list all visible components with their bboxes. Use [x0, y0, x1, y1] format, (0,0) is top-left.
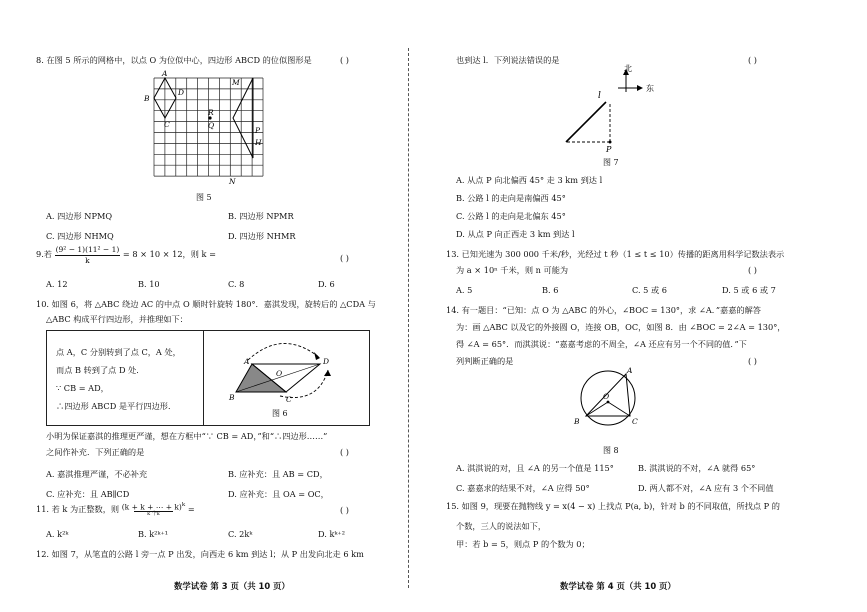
label-c: C	[286, 395, 292, 404]
rotation-arc-bottom	[280, 370, 328, 398]
q10-box-divider	[203, 330, 204, 426]
q11-option-a: A. k²ᵏ	[46, 529, 69, 539]
footer-page-4: 数学试卷 第 4 页（共 10 页）	[560, 581, 676, 591]
q10-after-line2: 之间作补充．下列正确的是	[46, 447, 145, 457]
q9-answer-paren: ( )	[340, 253, 349, 263]
q12-answer-paren: ( )	[748, 55, 757, 65]
label-o: O	[603, 392, 610, 401]
label-b: B	[144, 94, 150, 103]
q10-proof-line3: ∵ CB = AD，	[56, 383, 109, 393]
q11-option-d: D. kᵏ⁺²	[318, 529, 346, 539]
q10-line2: △ABC 构成平行四边形，并推理如下：	[46, 314, 188, 324]
label-p: P	[606, 145, 612, 154]
q9-option-d: D. 6	[318, 279, 335, 289]
q11-option-c: C. 2kᵏ	[228, 529, 253, 539]
q10-answer-paren: ( )	[340, 447, 349, 457]
q9-numerator: (9² − 1)(11² − 1)	[55, 245, 120, 254]
label-o: O	[276, 369, 283, 378]
q9-stem	[36, 246, 216, 264]
label-b: B	[229, 393, 235, 402]
q14-line2: 为：画 △ABC 以及它的外接圆 O，连接 OB，OC，如图 8．由 ∠BOC = 2∠A = 130°，	[456, 322, 786, 332]
q13-option-c: C. 5 或 6	[632, 285, 667, 295]
q11-answer-paren: ( )	[340, 505, 349, 515]
figure-7	[560, 62, 670, 154]
q11-numerator: (k + k + ⋯ + k)	[121, 502, 182, 512]
q9-prefix: 9.若	[36, 249, 52, 259]
q9-option-c: C. 8	[228, 279, 245, 289]
label-a: A	[244, 357, 250, 366]
figure-7-caption: 图 7	[603, 158, 619, 167]
q10-option-d: D. 应补充：且 OA = OC，	[228, 489, 329, 499]
point-o	[607, 401, 610, 404]
point-p	[609, 141, 612, 144]
q14-option-c: C. 嘉嘉求的结果不对，∠A 应得 50°	[456, 483, 590, 493]
quad-image	[233, 78, 253, 158]
q15-line3: 甲：若 b = 5，则点 P 的个数为 0；	[456, 539, 590, 549]
q13-option-a: A. 5	[456, 285, 473, 295]
q9-fraction	[55, 246, 121, 264]
label-h: H	[255, 138, 262, 147]
q14-line1: 14. 有一题目：“已知：点 O 为 △ABC 的外心，∠BOC = 130°，求 ∠A．”嘉嘉的解答	[446, 305, 761, 315]
q13-line2: 为 a × 10ⁿ 千米，则 n 可能为	[456, 265, 569, 275]
q10-option-b: B. 应补充：且 AB = CD，	[228, 469, 328, 479]
q11-suffix: =	[187, 504, 195, 514]
compass-east-arrow-icon	[637, 85, 643, 91]
figure-6	[228, 334, 358, 406]
figure-5-grid	[140, 70, 270, 188]
q10-after-line1: 小明为保证嘉淇的推理更严谨，想在方框中“∵ CB = AD，”和“∴四边形……”	[46, 431, 328, 441]
road-l	[566, 102, 606, 142]
q9-denominator: k	[85, 255, 90, 265]
q10-proof-line4: ∴四边形 ABCD 是平行四边形．	[56, 401, 177, 411]
q11-underbrace: k 个k	[134, 511, 174, 517]
q12-option-d: D. 从点 P 向正西走 3 km 到达 l	[456, 229, 575, 239]
q11-stem	[36, 503, 195, 517]
label-a: A	[162, 70, 168, 78]
q10-proof-line1: 点 A，C 分别转到了点 C，A 处，	[56, 347, 181, 357]
label-l: l	[598, 91, 601, 101]
q14-option-d: D. 两人都不对，∠A 应有 3 个不同值	[638, 483, 774, 493]
q8-option-d: D. 四边形 NHMR	[228, 231, 296, 241]
q8-option-b: B. 四边形 NPMR	[228, 211, 294, 221]
q11-prefix: 11. 若 k 为正整数，则	[36, 504, 120, 514]
q12-line1: 12. 如图 7，从笔直的公路 l 旁一点 P 出发，向西走 6 km 到达 l；从 P 出发向北走 6 km	[36, 549, 364, 559]
q10-line1: 10. 如图 6，将 △ABC 绕边 AC 的中点 O 顺时针旋转 180°．嘉淇发现，旋转后的 △CDA 与	[36, 299, 376, 309]
q9-option-b: B. 10	[138, 279, 160, 289]
q13-answer-paren: ( )	[748, 265, 757, 275]
label-a: A	[627, 366, 633, 375]
footer-page-3: 数学试卷 第 3 页（共 10 页）	[174, 581, 290, 591]
q12-option-c: C. 公路 l 的走向是北偏东 45°	[456, 211, 566, 221]
label-d: D	[323, 357, 330, 366]
left-page	[0, 0, 420, 612]
q15-line1: 15. 如图 9，现要在抛物线 y = x(4 − x) 上找点 P(a, b)，针对 b 的不同取值，所找点 P 的	[446, 501, 780, 511]
q12-option-a: A. 从点 P 向北偏西 45° 走 3 km 到达 l	[456, 175, 603, 185]
label-m: M	[232, 78, 240, 87]
q8-answer-paren: ( )	[340, 55, 349, 65]
figure-6-caption: 图 6	[272, 409, 288, 418]
q12-continued: 也到达 l．下列说法错误的是	[456, 55, 560, 65]
label-q: Q	[208, 121, 215, 130]
q10-option-c: C. 应补充：且 AB∥CD	[46, 489, 130, 499]
q8-option-a: A. 四边形 NPMQ	[46, 211, 113, 221]
right-page	[432, 0, 867, 612]
arc-arrowhead-top	[314, 352, 320, 360]
figure-8	[570, 364, 646, 432]
q11-option-b: B. k²ᵏ⁺¹	[138, 529, 169, 539]
label-d: D	[178, 88, 185, 97]
q11-exponent: k	[181, 502, 186, 508]
q12-option-b: B. 公路 l 的走向是南偏西 45°	[456, 193, 566, 203]
q10-proof-line2: 而点 B 转到了点 D 处．	[56, 365, 145, 375]
q8-option-c: C. 四边形 NHMQ	[46, 231, 114, 241]
page-divider	[408, 48, 409, 588]
q14-answer-paren: ( )	[748, 356, 757, 366]
label-c: C	[632, 417, 638, 426]
label-c: C	[164, 120, 170, 129]
segment-oc	[608, 402, 630, 416]
q14-option-a: A. 淇淇说的对，且 ∠A 的另一个值是 115°	[456, 463, 614, 473]
q14-line3: 得 ∠A = 65°．而淇淇说：“嘉嘉考虑的不周全，∠A 还应有另一个不同的值．”下	[456, 339, 747, 349]
label-p: P	[255, 126, 261, 135]
label-r: R	[208, 108, 214, 117]
rotation-arc-top	[248, 343, 320, 360]
q14-option-b: B. 淇淇说的不对，∠A 就得 65°	[638, 463, 756, 473]
q15-line2: 个数，三人的说法如下，	[456, 521, 547, 531]
q13-option-d: D. 5 或 6 或 7	[722, 285, 776, 295]
q8-stem: 8. 在图 5 所示的网格中，以点 O 为位似中心，四边形 ABCD 的位似图形是	[36, 55, 312, 65]
figure-5-caption: 图 5	[196, 193, 212, 202]
q14-line4: 列判断正确的是	[456, 356, 514, 366]
q9-option-a: A. 12	[46, 279, 68, 289]
arc-arrowhead-bottom	[324, 370, 331, 376]
q13-line1: 13. 已知光速为 300 000 千米/秒，光经过 t 秒（1 ≤ t ≤ 10）传播的距离用科学记数法表示	[446, 249, 785, 259]
label-b: B	[574, 417, 580, 426]
figure-8-caption: 图 8	[603, 446, 619, 455]
compass-north-label: 北	[624, 64, 632, 73]
q11-fraction	[122, 503, 186, 517]
label-n: N	[229, 177, 236, 186]
q9-suffix: = 8 × 10 × 12，则 k =	[122, 249, 216, 259]
q13-option-b: B. 6	[542, 285, 559, 295]
compass-east-label: 东	[646, 84, 654, 93]
q10-option-a: A. 嘉淇推理严谨，不必补充	[46, 469, 148, 479]
